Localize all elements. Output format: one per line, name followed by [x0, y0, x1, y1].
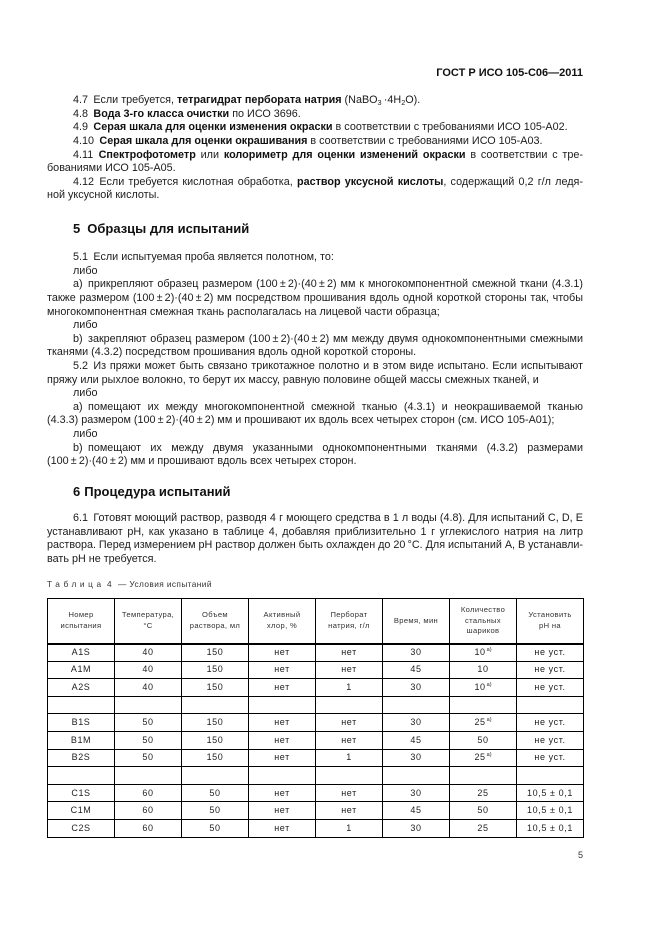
table-cell: не уст. [517, 731, 584, 749]
text-run: a) прикрепляют образец размером (100 ± 2)·(40 ± 2) мм к многокомпонентной смежной ткани (4.3.1) [73, 278, 583, 291]
column-header-line: Время, мин [393, 615, 439, 625]
column-header-line: натрия, г/л [328, 620, 370, 630]
paragraph [47, 149, 583, 176]
paragraph [47, 387, 583, 401]
paragraph [47, 401, 583, 428]
table-cell: нет [249, 784, 316, 802]
table-cell: нет [249, 644, 316, 662]
column-header [383, 599, 450, 644]
table-cell: 150 [182, 714, 249, 732]
table-cell: 150 [182, 679, 249, 697]
column-header [48, 599, 115, 644]
table-cell: B1S [48, 714, 115, 732]
text-run: 5.2 Из пряжи может быть связано трикотажное полотно и в этом виде испытано. Если испытывают [73, 359, 583, 372]
text-run: вать pH не требуется. [47, 552, 157, 565]
text-line [47, 319, 583, 333]
paragraph [47, 94, 583, 108]
line-text [73, 319, 98, 331]
text-line [47, 189, 583, 203]
table-cell: 40 [115, 661, 182, 679]
text-run: 4.7 Если требуется, [73, 94, 177, 107]
paragraph [47, 319, 583, 333]
text-run: 4.8 [73, 107, 94, 120]
line-text [73, 512, 583, 524]
table-cell: 30 [383, 819, 450, 837]
text-run: бованиями ИСО 105-А05. [47, 162, 176, 175]
line-text [47, 306, 440, 318]
bold-term: Спектрофотометр [98, 148, 196, 161]
table-cell [48, 696, 115, 714]
table-cell: 1 [316, 679, 383, 697]
table-cell: C1M [48, 802, 115, 820]
running-header-doc-id: ГОСТ Р ИСО 105-С06—2011 [436, 67, 583, 79]
table-caption-label: Таблица [47, 579, 105, 589]
text-line [47, 333, 583, 347]
text-line [47, 374, 583, 388]
paragraph [47, 333, 583, 360]
text-line [47, 306, 583, 320]
text-run: 4.12 Если требуется кислотная обработка, [73, 175, 297, 188]
cell-value: 10 [474, 647, 486, 658]
separator-row [48, 696, 584, 714]
line-text [73, 251, 334, 263]
page-number: 5 [577, 850, 583, 860]
text-line [47, 292, 583, 306]
column-header [249, 599, 316, 644]
table-cell: 50 [115, 749, 182, 767]
text-line [47, 512, 583, 526]
text-line [47, 94, 583, 108]
table-cell: нет [249, 731, 316, 749]
table-cell: не уст. [517, 644, 584, 662]
column-header-line: Количество [460, 605, 506, 614]
table-cell [316, 767, 383, 785]
text-line [47, 162, 583, 176]
subscript: 3 [377, 98, 382, 108]
column-header-line: Температура, [121, 610, 175, 620]
table-row [48, 802, 584, 820]
text-run: 5.1 Если испытуемая проба является полотном, то: [73, 251, 334, 264]
section-5-heading [73, 221, 249, 237]
text-run: либо [73, 427, 98, 440]
text-line [47, 414, 583, 428]
footnote-ref: а) [486, 647, 492, 654]
text-run: 4.11 [73, 148, 99, 161]
text-line [47, 346, 583, 360]
text-run: O). [405, 94, 421, 107]
text-run: или [195, 148, 224, 161]
text-run: тканями (4.3.2) посредством прошивания вдоль одной короткой стороны. [47, 346, 417, 359]
column-header-line: стальных [464, 615, 502, 625]
text-line [47, 401, 583, 415]
text-line [47, 526, 583, 540]
line-text [47, 414, 554, 426]
table-cell: 50 [450, 731, 517, 749]
table-cell: не уст. [517, 679, 584, 697]
text-run: 4.10 [73, 134, 100, 147]
column-header-line: Перборат [330, 610, 368, 620]
table-cell: B1M [48, 731, 115, 749]
cell-value: 25 [474, 752, 486, 763]
table-cell: 25 [450, 819, 517, 837]
table-cell: 50 [182, 784, 249, 802]
line-text [73, 121, 568, 133]
text-line [47, 455, 583, 469]
table-cell [48, 767, 115, 785]
table-cell: C1S [48, 784, 115, 802]
table-cell: 40 [115, 644, 182, 662]
line-text [47, 346, 416, 358]
table-header-row [48, 599, 584, 644]
table-cell: 10,5 ± 0,1 [517, 819, 584, 837]
bold-term: тетрагидрат пербората натрия [177, 94, 342, 107]
table-cell: 10 [450, 661, 517, 679]
cell-value: 25 [474, 717, 486, 728]
text-run: по ИСО 3696. [229, 107, 301, 120]
table-cell: нет [316, 802, 383, 820]
line-text [73, 265, 98, 277]
table-cell [450, 644, 517, 662]
text-run: раствора. Перед измерением pH раствор должен быть охлажден до 20 °С. Для испытаний А, В устанавли- [47, 539, 583, 552]
section-6-body [47, 512, 583, 566]
table-cell [383, 696, 450, 714]
table-cell: не уст. [517, 661, 584, 679]
table-row [48, 714, 584, 732]
line-text [47, 189, 159, 201]
text-run: в соответствии с требованиями ИСО 105-А03. [307, 134, 543, 147]
text-run: 4.9 [73, 121, 94, 134]
column-header [517, 599, 584, 644]
column-header [115, 599, 182, 644]
table-cell [316, 696, 383, 714]
table-cell [450, 767, 517, 785]
text-run: b) закрепляют образец размером (100 ± 2)·(40 ± 2) мм между двумя однокомпонентными смежными [73, 332, 583, 345]
table-row [48, 784, 584, 802]
section-number: 5 [73, 221, 81, 236]
subscript: 2 [401, 98, 406, 108]
table-cell: 25 [450, 784, 517, 802]
text-line [47, 387, 583, 401]
paragraph [47, 428, 583, 442]
text-run: либо [73, 264, 98, 277]
text-run: b) помещают их между двумя указанными однокомпонентными тканями (4.3.2) размерами [73, 441, 583, 454]
section-number: 6 [73, 484, 81, 499]
text-run: 6.1 Готовят моющий раствор, разводя 4 г моющего средства в 1 л воды (4.8). Для испытаний C, D, E [73, 512, 583, 525]
table-row [48, 644, 584, 662]
table-cell: 50 [182, 802, 249, 820]
table-cell [517, 696, 584, 714]
table-cell: 50 [115, 714, 182, 732]
text-run: либо [73, 319, 98, 332]
table-row [48, 679, 584, 697]
paragraph [47, 512, 583, 566]
table-cell: нет [249, 714, 316, 732]
table-cell: 40 [115, 679, 182, 697]
text-run: ·4H [381, 94, 402, 107]
table-cell [450, 749, 517, 767]
table-cell: 50 [115, 731, 182, 749]
paragraph [47, 360, 583, 387]
clauses-4-7-to-4-12 [47, 94, 583, 203]
paragraph [47, 442, 583, 469]
table-cell: 50 [182, 819, 249, 837]
separator-row [48, 767, 584, 785]
column-header-line: °С [143, 620, 153, 630]
table-cell [115, 696, 182, 714]
line-text [73, 401, 583, 413]
table-cell: не уст. [517, 749, 584, 767]
section-5-body [47, 251, 583, 469]
table-caption-title: — Условия испытаний [117, 579, 212, 589]
line-text [73, 94, 420, 106]
line-text [47, 539, 583, 551]
table-cell: 60 [115, 819, 182, 837]
table-cell: нет [249, 679, 316, 697]
text-run: (NaBO [341, 94, 378, 107]
bold-term: колориметр для оценки изменений окраски [223, 148, 466, 161]
bold-term: раствор уксусной кислоты [296, 175, 444, 188]
text-run: (4.3.3) размером (100 ± 2)·(40 ± 2) мм и прошивают их вдоль всех четырех сторон (см. ИСО 105-А01); [47, 414, 555, 427]
text-run: (100 ± 2)·(40 ± 2) мм и прошивают вдоль всех четырех сторон. [47, 455, 357, 468]
text-line [47, 121, 583, 135]
text-run: , содержащий 0,2 г/л ледя- [443, 175, 583, 188]
column-header-line: хлор, % [266, 620, 298, 630]
line-text [73, 428, 98, 440]
table-cell: 60 [115, 784, 182, 802]
text-line [47, 360, 583, 374]
table-cell: 10,5 ± 0,1 [517, 784, 584, 802]
text-line [47, 149, 583, 163]
line-text [47, 162, 176, 174]
column-header-line: Номер [68, 610, 94, 620]
text-line [47, 135, 583, 149]
text-line [47, 176, 583, 190]
footnote-ref: а) [486, 681, 492, 688]
table-cell: A1S [48, 644, 115, 662]
table-cell: 30 [383, 714, 450, 732]
cell-value: 10 [474, 681, 486, 692]
table-body [48, 644, 584, 838]
table-cell: нет [249, 749, 316, 767]
line-text [73, 176, 583, 188]
line-text [47, 292, 583, 304]
table-cell: 10,5 ± 0,1 [517, 802, 584, 820]
column-header-line: раствора, мл [189, 620, 241, 630]
column-header-line: шариков [466, 626, 500, 635]
text-run: либо [73, 387, 98, 400]
table-cell: 30 [383, 784, 450, 802]
table-cell: 30 [383, 644, 450, 662]
text-run: в соответствии с тре- [465, 148, 583, 161]
paragraph [47, 121, 583, 135]
text-line [47, 442, 583, 456]
text-run: a) помещают их между многокомпонентной смежной тканью (4.3.1) и неокрашиваемой тканью [73, 400, 583, 413]
table-cell: 150 [182, 644, 249, 662]
table-cell: не уст. [517, 714, 584, 732]
footnote-ref: а) [486, 752, 492, 759]
text-line [47, 278, 583, 292]
table-cell: 50 [450, 802, 517, 820]
table-cell: 150 [182, 749, 249, 767]
line-text [47, 374, 539, 386]
column-header-line: испытания [60, 620, 102, 630]
text-run: многокомпонентная смежная ткань располагалась на лицевой части образца; [47, 305, 440, 318]
line-text [73, 135, 542, 147]
table-cell: 150 [182, 731, 249, 749]
column-header [316, 599, 383, 644]
line-text [47, 553, 157, 565]
table-row [48, 819, 584, 837]
bold-term: Серая шкала для оценки окрашивания [99, 134, 308, 147]
test-conditions-table [47, 598, 584, 838]
table-row [48, 731, 584, 749]
table-cell [249, 767, 316, 785]
column-header-line: Установить [528, 610, 572, 620]
table-cell [115, 767, 182, 785]
table-cell: нет [249, 819, 316, 837]
line-text [47, 526, 583, 538]
table-cell: 45 [383, 802, 450, 820]
text-line [47, 265, 583, 279]
line-text [73, 333, 583, 345]
table-cell: нет [316, 731, 383, 749]
text-run: устанавливают pH, как указано в таблице 4, добавляя приблизительно 1 г углекислого натрия на литр [47, 525, 583, 538]
text-line [47, 251, 583, 265]
table-cell [383, 767, 450, 785]
table-row [48, 749, 584, 767]
text-line [47, 553, 583, 567]
column-header-line: pH на [539, 620, 561, 630]
bold-term: Серая шкала для оценки изменения окраски [93, 121, 333, 134]
table-caption [47, 578, 212, 590]
table-cell: C2S [48, 819, 115, 837]
line-text [73, 442, 583, 454]
table-cell: нет [249, 802, 316, 820]
column-header-line: Активный [263, 610, 301, 620]
text-line [47, 539, 583, 553]
table-cell: A1M [48, 661, 115, 679]
table-cell: A2S [48, 679, 115, 697]
section-title: Процедура испытаний [84, 484, 231, 499]
column-header [182, 599, 249, 644]
bold-term: Вода 3-го класса очистки [93, 107, 230, 120]
line-text [47, 455, 357, 467]
table-cell: 1 [316, 819, 383, 837]
paragraph [47, 135, 583, 149]
table-cell: 150 [182, 661, 249, 679]
table-cell [182, 767, 249, 785]
line-text [73, 149, 583, 161]
table-cell: B2S [48, 749, 115, 767]
paragraph [47, 251, 583, 265]
table-cell: нет [316, 784, 383, 802]
table-cell: нет [316, 714, 383, 732]
table-cell: 30 [383, 679, 450, 697]
table-caption-number: 4 [107, 579, 112, 589]
text-run: пряжу или рыхлое волокно, то берут их массу, равную половине общей массы смежных тканей, и [47, 373, 539, 386]
section-title: Образцы для испытаний [87, 221, 250, 236]
table-cell: нет [316, 644, 383, 662]
table-cell: нет [249, 661, 316, 679]
paragraph [47, 278, 583, 319]
table-cell [450, 714, 517, 732]
table-cell: 30 [383, 749, 450, 767]
table-cell: 45 [383, 731, 450, 749]
section-6-heading [73, 484, 231, 500]
footnote-ref: а) [486, 717, 492, 724]
text-line [47, 428, 583, 442]
text-run: ной уксусной кислоты. [47, 189, 160, 202]
table-cell: 60 [115, 802, 182, 820]
column-header [450, 599, 517, 644]
line-text [73, 360, 583, 372]
paragraph [47, 108, 583, 122]
table-cell [182, 696, 249, 714]
text-run: также размером (100 ± 2)·(40 ± 2) мм посредством прошивания вдоль одной короткой стороны так, чтобы [47, 291, 583, 304]
text-run: в соответствии с требованиями ИСО 105-А02. [332, 121, 568, 134]
line-text [73, 108, 301, 120]
text-line [47, 108, 583, 122]
table-row [48, 661, 584, 679]
table-cell: 1 [316, 749, 383, 767]
table-cell [450, 679, 517, 697]
table-cell [249, 696, 316, 714]
table-cell [450, 696, 517, 714]
table-cell: нет [316, 661, 383, 679]
line-text [73, 387, 98, 399]
table-cell: 45 [383, 661, 450, 679]
column-header-line: Объем [202, 610, 228, 620]
table-cell [517, 767, 584, 785]
line-text [73, 278, 583, 290]
table-header [48, 599, 584, 644]
paragraph [47, 265, 583, 279]
paragraph [47, 176, 583, 203]
